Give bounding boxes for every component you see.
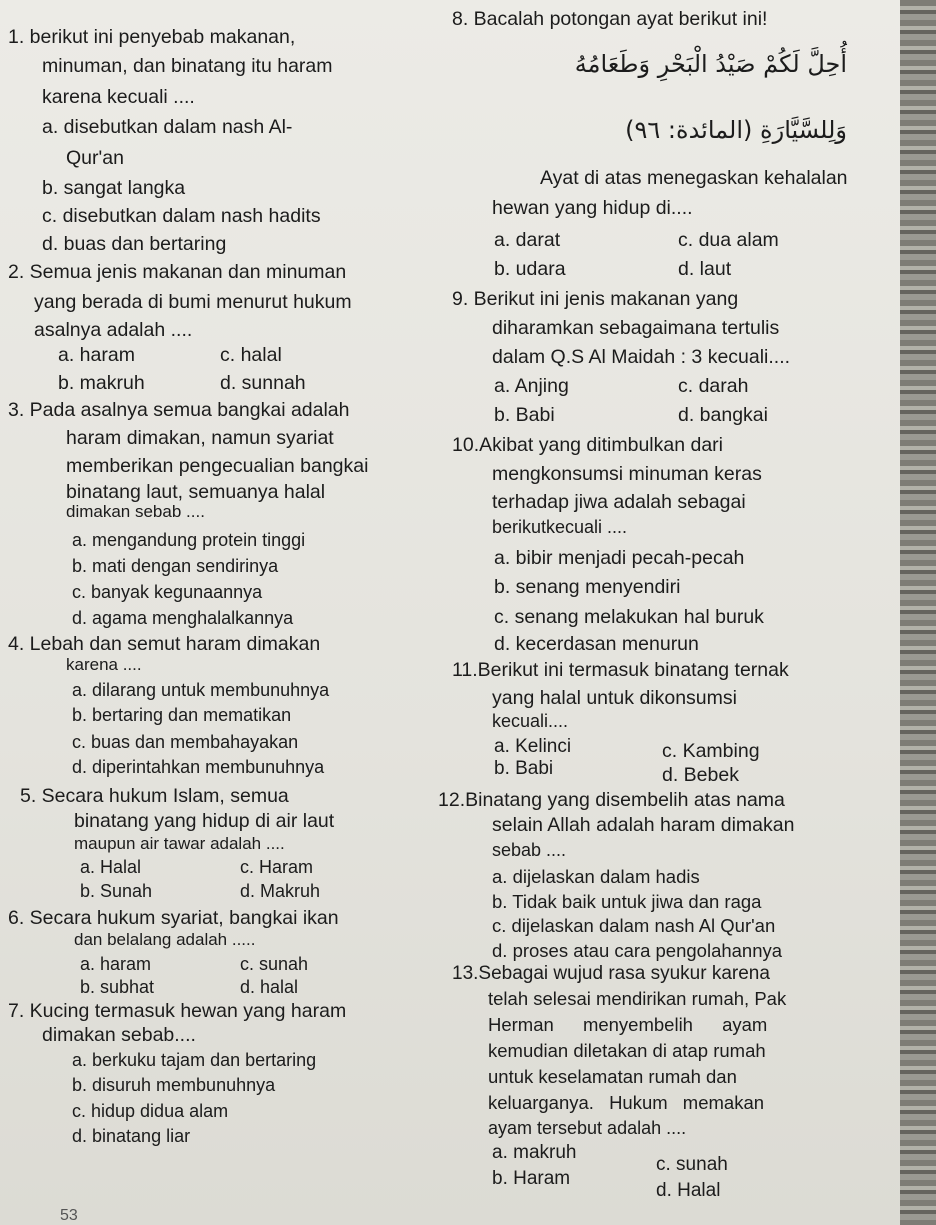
q12-line-1: 12.Binatang yang disembelih atas nama [438, 789, 785, 811]
q11-option-d: d. Bebek [662, 764, 739, 786]
q9-line-1: 9. Berikut ini jenis makanan yang [452, 288, 739, 310]
q9-option-d: d. bangkai [678, 404, 768, 426]
q11-line-1: 11.Berikut ini termasuk binatang ternak [452, 659, 789, 681]
q3-line-3: memberikan pengecualian bangkai [66, 455, 369, 477]
page-number: 53 [60, 1207, 78, 1224]
q2-line-1: 2. Semua jenis makanan dan minuman [8, 261, 347, 283]
q7-option-c: c. hidup didua alam [72, 1101, 229, 1121]
q2-option-c: c. halal [220, 344, 282, 366]
q10-option-a: a. bibir menjadi pecah-pecah [494, 547, 745, 569]
q11-line-3: kecuali.... [492, 711, 569, 731]
q11-option-b: b. Babi [494, 758, 554, 779]
q12-option-d: d. proses atau cara pengolahannya [492, 940, 783, 961]
q7-line-2: dimakan sebab.... [42, 1024, 196, 1046]
q13-option-c: c. sunah [656, 1154, 728, 1175]
q5-option-c: c. Haram [240, 857, 314, 877]
q13-line-7: ayam tersebut adalah .... [488, 1118, 687, 1138]
q6-option-a: a. haram [80, 954, 152, 974]
q12-line-2: selain Allah adalah haram dimakan [492, 814, 795, 836]
q5-line-1: 5. Secara hukum Islam, semua [20, 785, 289, 807]
q7-line-1: 7. Kucing termasuk hewan yang haram [8, 1000, 347, 1022]
q2-option-d: d. sunnah [220, 372, 306, 394]
q3-option-b: b. mati dengan sendirinya [72, 556, 279, 576]
q5-option-a: a. Halal [80, 857, 142, 877]
q1-line-1: 1. berikut ini penyebab makanan, [8, 26, 296, 48]
q2-line-2: yang berada di bumi menurut hukum [34, 291, 352, 313]
q6-line-2: dan belalang adalah ..... [74, 930, 256, 949]
q12-line-3: sebab .... [492, 840, 567, 860]
q4-option-b: b. bertaring dan mematikan [72, 705, 292, 725]
q13-line-1: 13.Sebagai wujud rasa syukur karena [452, 963, 770, 984]
q8-after-1: Ayat di atas menegaskan kehalalan [540, 167, 848, 189]
q13-option-d: d. Halal [656, 1180, 721, 1201]
q2-line-3: asalnya adalah .... [34, 319, 193, 341]
q4-option-c: c. buas dan membahayakan [72, 732, 299, 752]
q3-option-c: c. banyak kegunaannya [72, 582, 263, 602]
book-edge [900, 0, 936, 1225]
q4-option-a: a. dilarang untuk membunuhnya [72, 680, 330, 700]
q3-line-5: dimakan sebab .... [66, 502, 205, 521]
q2-option-a: a. haram [58, 344, 135, 366]
q10-line-4: berikutkecuali .... [492, 517, 628, 537]
q1-line-3: karena kecuali .... [42, 86, 195, 108]
q13-option-a: a. makruh [492, 1142, 577, 1163]
q3-option-a: a. mengandung protein tinggi [72, 530, 306, 550]
q8-line-1: 8. Bacalah potongan ayat berikut ini! [452, 8, 768, 30]
q8-arabic-verse: أُحِلَّ لَكُمْ صَيْدُ الْبَحْرِ وَطَعَامُهُ [574, 50, 847, 78]
q1-line-2: minuman, dan binatang itu haram [42, 55, 333, 77]
q7-option-a: a. berkuku tajam dan bertaring [72, 1050, 317, 1070]
q13-line-5: untuk keselamatan rumah dan [488, 1066, 737, 1087]
q5-line-2: binatang yang hidup di air laut [74, 810, 335, 832]
q1-option-b: b. sangat langka [42, 177, 186, 199]
q6-option-c: c. sunah [240, 954, 309, 974]
q12-option-c: c. dijelaskan dalam nash Al Qur'an [492, 915, 776, 936]
q8-option-c: c. dua alam [678, 229, 779, 251]
q11-option-c: c. Kambing [662, 740, 760, 762]
q9-option-c: c. darah [678, 375, 749, 397]
q8-option-d: d. laut [678, 258, 732, 280]
q3-line-2: haram dimakan, namun syariat [66, 427, 334, 449]
q3-line-4: binatang laut, semuanya halal [66, 481, 326, 503]
q8-after-2: hewan yang hidup di.... [492, 197, 693, 219]
q1-option-c: c. disebutkan dalam nash hadits [42, 205, 321, 227]
q11-line-2: yang halal untuk dikonsumsi [492, 687, 737, 709]
q8-option-a: a. darat [494, 229, 561, 251]
q12-option-b: b. Tidak baik untuk jiwa dan raga [492, 891, 762, 912]
q10-line-1: 10.Akibat yang ditimbulkan dari [452, 434, 723, 456]
q3-line-1: 3. Pada asalnya semua bangkai adalah [8, 399, 350, 421]
q13-option-b: b. Haram [492, 1168, 571, 1189]
q1-option-d: d. buas dan bertaring [42, 233, 227, 255]
q9-option-b: b. Babi [494, 404, 555, 426]
q4-line-1: 4. Lebah dan semut haram dimakan [8, 633, 321, 655]
q9-line-2: diharamkan sebagaimana tertulis [492, 317, 780, 339]
q10-option-c: c. senang melakukan hal buruk [494, 606, 764, 628]
q5-option-d: d. Makruh [240, 881, 321, 901]
q6-option-d: d. halal [240, 977, 299, 997]
q7-option-d: d. binatang liar [72, 1126, 191, 1146]
q5-option-b: b. Sunah [80, 881, 153, 901]
q5-line-3: maupun air tawar adalah .... [74, 834, 285, 853]
q10-option-d: d. kecerdasan menurun [494, 633, 699, 655]
q10-line-3: terhadap jiwa adalah sebagai [492, 491, 746, 513]
q9-option-a: a. Anjing [494, 375, 569, 397]
q4-line-2: karena .... [66, 655, 142, 674]
q7-option-b: b. disuruh membunuhnya [72, 1075, 276, 1095]
q12-option-a: a. dijelaskan dalam hadis [492, 866, 700, 887]
q2-option-b: b. makruh [58, 372, 145, 394]
q13-line-4: kemudian diletakan di atap rumah [488, 1040, 766, 1061]
q13-line-3: Herman menyembelih ayam [488, 1014, 768, 1035]
q3-option-d: d. agama menghalalkannya [72, 608, 294, 628]
q10-line-2: mengkonsumsi minuman keras [492, 463, 762, 485]
q1-option-a-cont: Qur'an [66, 147, 124, 169]
q8-option-b: b. udara [494, 258, 566, 280]
q13-line-2: telah selesai mendirikan rumah, Pak [488, 988, 787, 1009]
q13-line-6: keluarganya. Hukum memakan [488, 1092, 765, 1113]
q1-option-a: a. disebutkan dalam nash Al- [42, 116, 293, 138]
q8-arabic-reference: وَلِلسَّيَّارَةِ (المائدة: ٩٦) [625, 116, 847, 144]
q4-option-d: d. diperintahkan membunuhnya [72, 757, 325, 777]
q9-line-3: dalam Q.S Al Maidah : 3 kecuali.... [492, 346, 791, 368]
q6-line-1: 6. Secara hukum syariat, bangkai ikan [8, 907, 339, 929]
q10-option-b: b. senang menyendiri [494, 576, 681, 598]
q11-option-a: a. Kelinci [494, 736, 572, 757]
q6-option-b: b. subhat [80, 977, 155, 997]
